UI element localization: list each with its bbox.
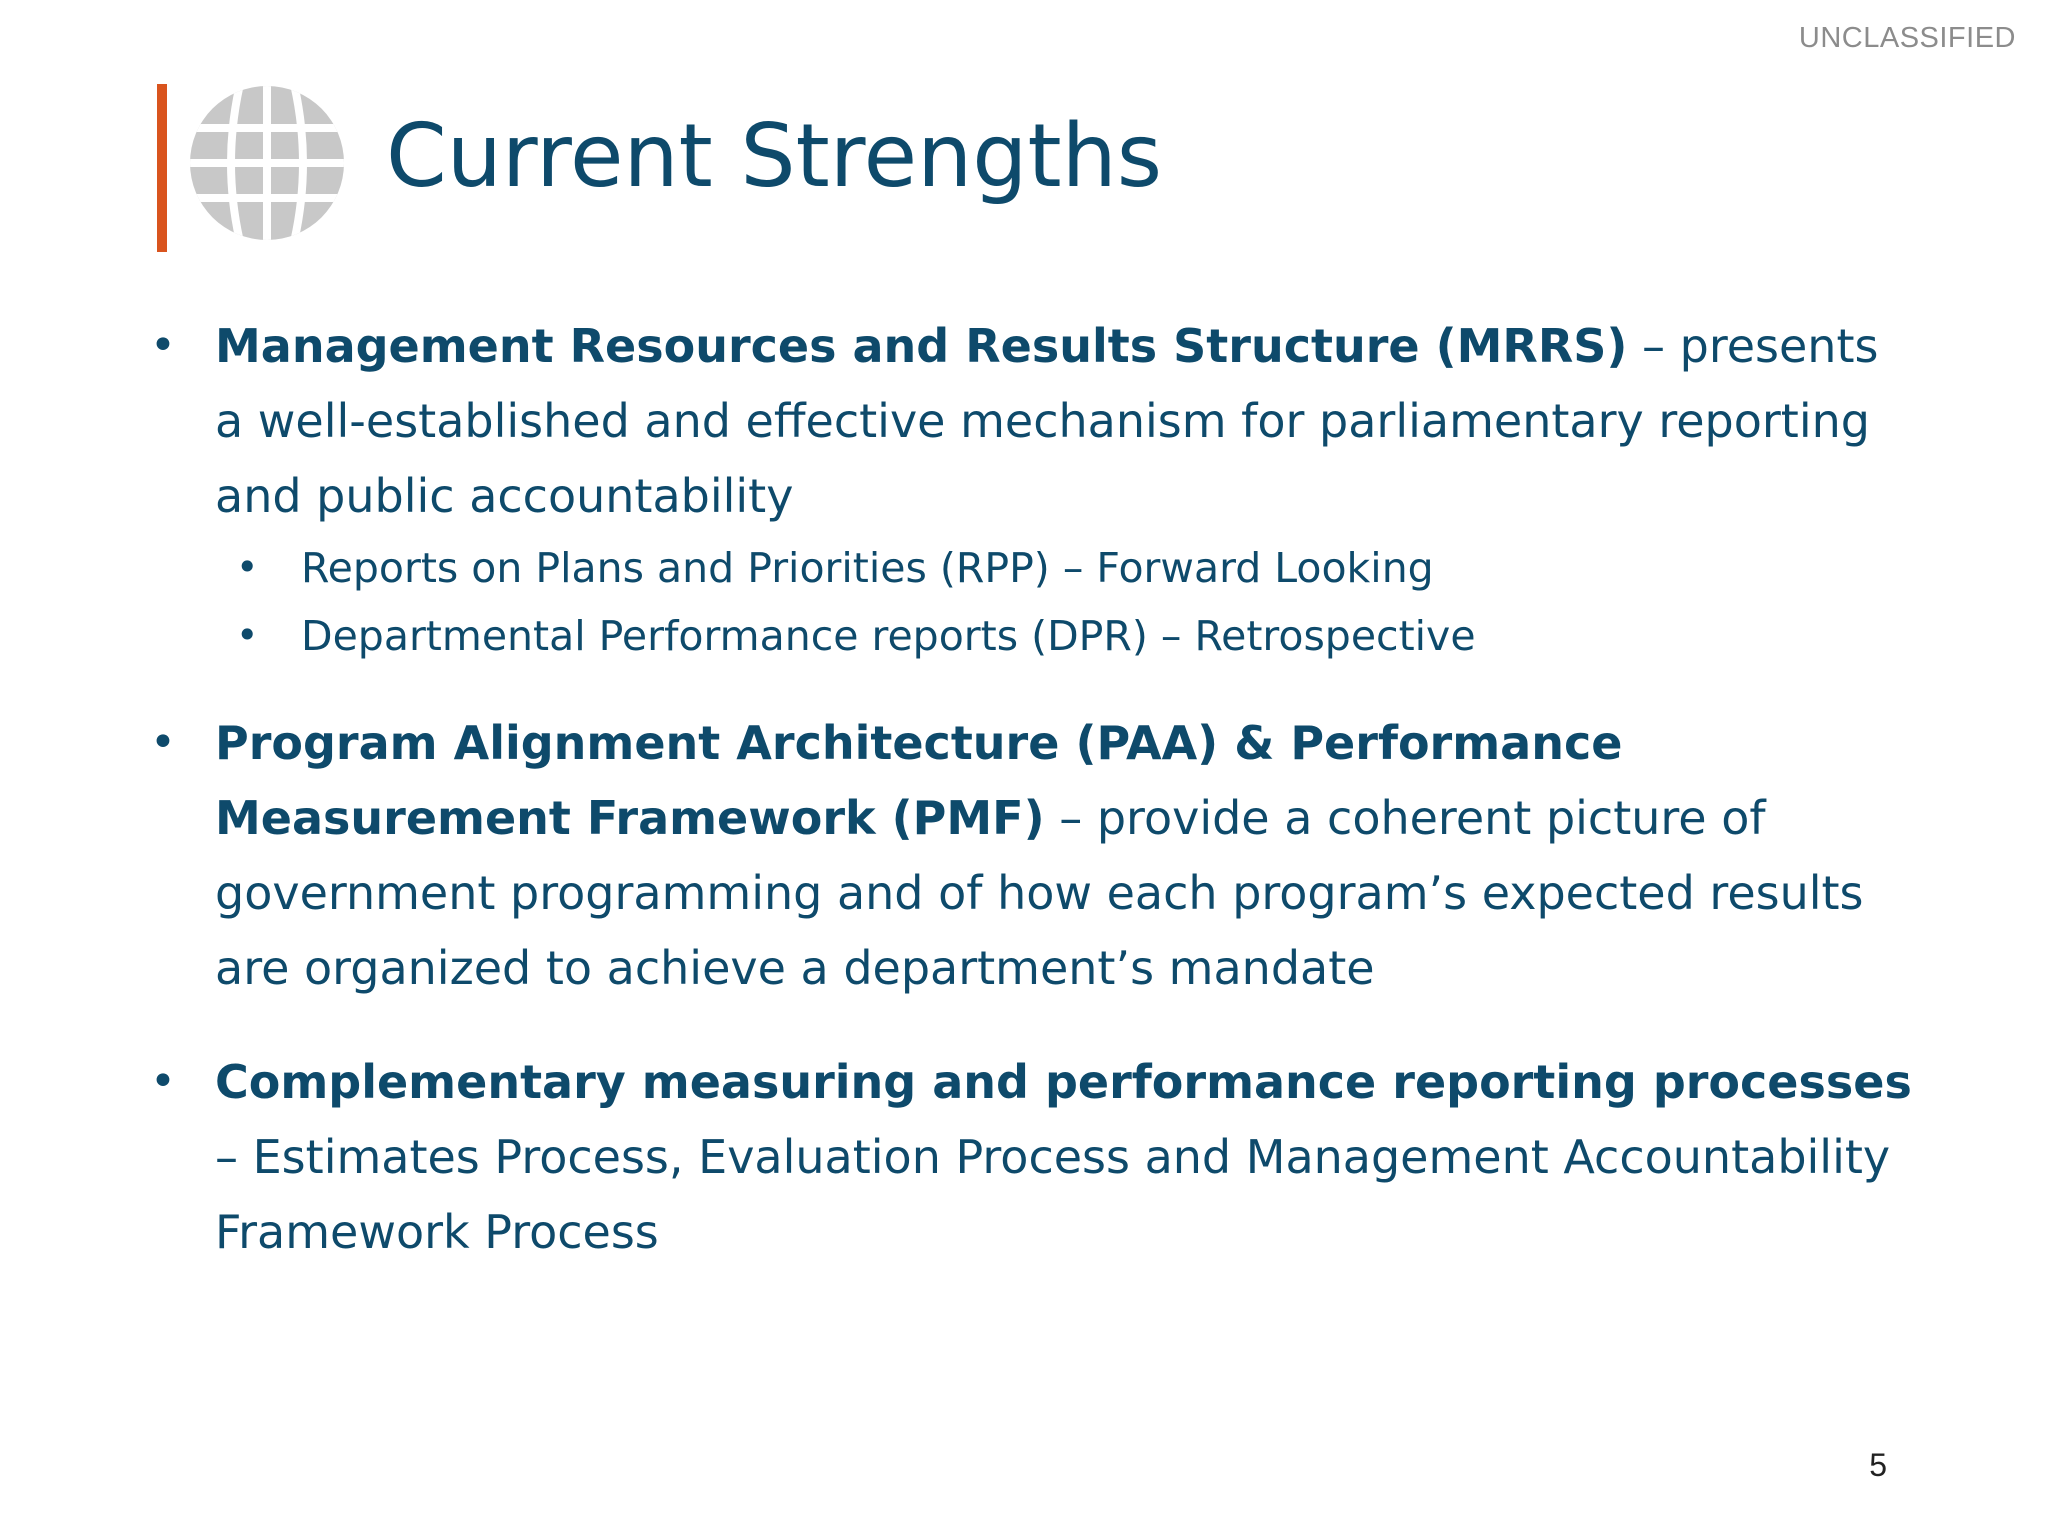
bullet-marker: • — [150, 1056, 176, 1107]
bullet-text: – presents a well-established and effective mechanism for parliamentary reporting and public accountability — [215, 319, 1879, 523]
sub-item-rpp: Reports on Plans and Priorities (RPP) – Forward Looking — [301, 544, 1434, 592]
bullet-text: – Estimates Process, Evaluation Process and Management Accountability Framework Process — [215, 1130, 1891, 1259]
classification-label: UNCLASSIFIED — [1798, 22, 2016, 54]
bullet-heading: Complementary measuring and performance reporting processes — [215, 1055, 1912, 1109]
page-number: 5 — [1869, 1447, 1887, 1483]
bullet-text: – provide a coherent picture of government programming and of how each program’s expected results are organized to achieve a department’s mandate — [215, 791, 1864, 995]
sub-item-dpr: Departmental Performance reports (DPR) – Retrospective — [301, 612, 1476, 660]
page-title: Current Strengths — [386, 105, 1163, 207]
bullet-heading: Management Resources and Results Structure (MRRS) — [215, 319, 1628, 373]
bullet-heading: Program Alignment Architecture (PAA) & Performance Measurement Framework (PMF) — [215, 716, 1623, 845]
bullet-complementary — [215, 1045, 1915, 1270]
sub-bullet-marker: • — [236, 613, 259, 657]
bullet-mrrs — [215, 309, 1915, 534]
bullet-marker: • — [150, 717, 176, 768]
bullet-paa-pmf — [215, 706, 1915, 1006]
bullet-marker: • — [150, 320, 176, 371]
sub-bullet-marker: • — [236, 545, 259, 589]
